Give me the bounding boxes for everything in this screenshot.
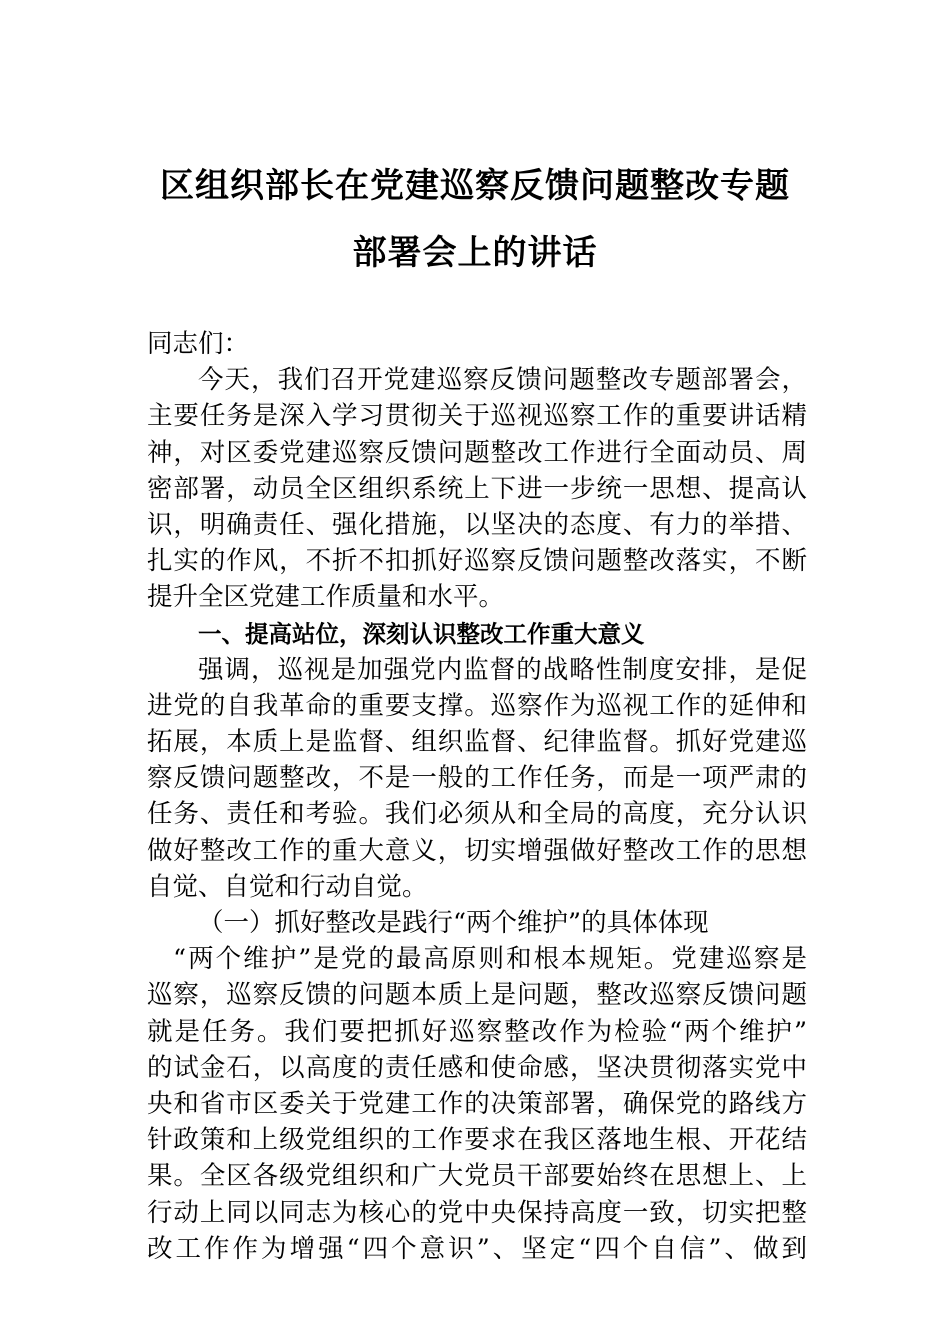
paragraph-line: 今天，我们召开党建巡察反馈问题整改专题部署会， [198, 365, 807, 396]
paragraph-line: 察反馈问题整改，不是一般的工作任务，而是一项严肃的 [147, 763, 807, 794]
paragraph-line: 扎实的作风，不折不扣抓好巡察反馈问题整改落实，不断 [147, 546, 807, 577]
document-title-line-1: 区组织部长在党建巡察反馈问题整改专题 [160, 166, 790, 206]
paragraph-line: 就是任务。我们要把抓好巡察整改作为检验“两个维护” [147, 1016, 807, 1047]
paragraph-line: 拓展，本质上是监督、组织监督、纪律监督。抓好党建巡 [147, 727, 807, 758]
paragraph-line: 主要任务是深入学习贯彻关于巡视巡察工作的重要讲话精 [147, 401, 807, 432]
paragraph-line: 进党的自我革命的重要支撑。巡察作为巡视工作的延伸和 [147, 690, 807, 721]
paragraph-line: 任务、责任和考验。我们必须从和全局的高度，充分认识 [147, 799, 807, 830]
paragraph-line: 央和省市区委关于党建工作的决策部署，确保党的路线方 [147, 1088, 807, 1119]
paragraph-line: 提升全区党建工作质量和水平。 [147, 582, 505, 613]
paragraph-line: 强调，巡视是加强党内监督的战略性制度安排，是促 [198, 654, 807, 685]
section-heading: 一、提高站位，深刻认识整改工作重大意义 [198, 619, 645, 648]
paragraph-line: 针政策和上级党组织的工作要求在我区落地生根、开花结 [147, 1125, 807, 1156]
paragraph-line: 自觉、自觉和行动自觉。 [147, 871, 428, 902]
document-body [147, 326, 807, 1267]
greeting: 同志们： [147, 329, 250, 359]
document-title-line-2: 部署会上的讲话 [352, 233, 598, 273]
paragraph-line: 改工作作为增强“四个意识”、坚定“四个自信”、做到 [147, 1233, 807, 1264]
subsection-heading: （一）抓好整改是践行“两个维护”的具体体现 [198, 908, 709, 938]
paragraph-line: 识，明确责任、强化措施，以坚决的态度、有力的举措、 [147, 509, 807, 540]
paragraph-line: 的试金石，以高度的责任感和使命感，坚决贯彻落实党中 [147, 1052, 807, 1083]
paragraph-line: 神，对区委党建巡察反馈问题整改工作进行全面动员、周 [147, 437, 807, 468]
paragraph-line: 做好整改工作的重大意义，切实增强做好整改工作的思想 [147, 835, 807, 866]
paragraph-line: 巡察，巡察反馈的问题本质上是问题，整改巡察反馈问题 [147, 980, 807, 1011]
paragraph-line: 密部署，动员全区组织系统上下进一步统一思想、提高认 [147, 473, 807, 504]
paragraph-line: 行动上同以同志为核心的党中央保持高度一致，切实把整 [147, 1197, 807, 1228]
paragraph-line: “两个维护”是党的最高原则和根本规矩。党建巡察是 [173, 944, 807, 975]
paragraph-line: 果。全区各级党组织和广大党员干部要始终在思想上、上 [147, 1161, 807, 1192]
